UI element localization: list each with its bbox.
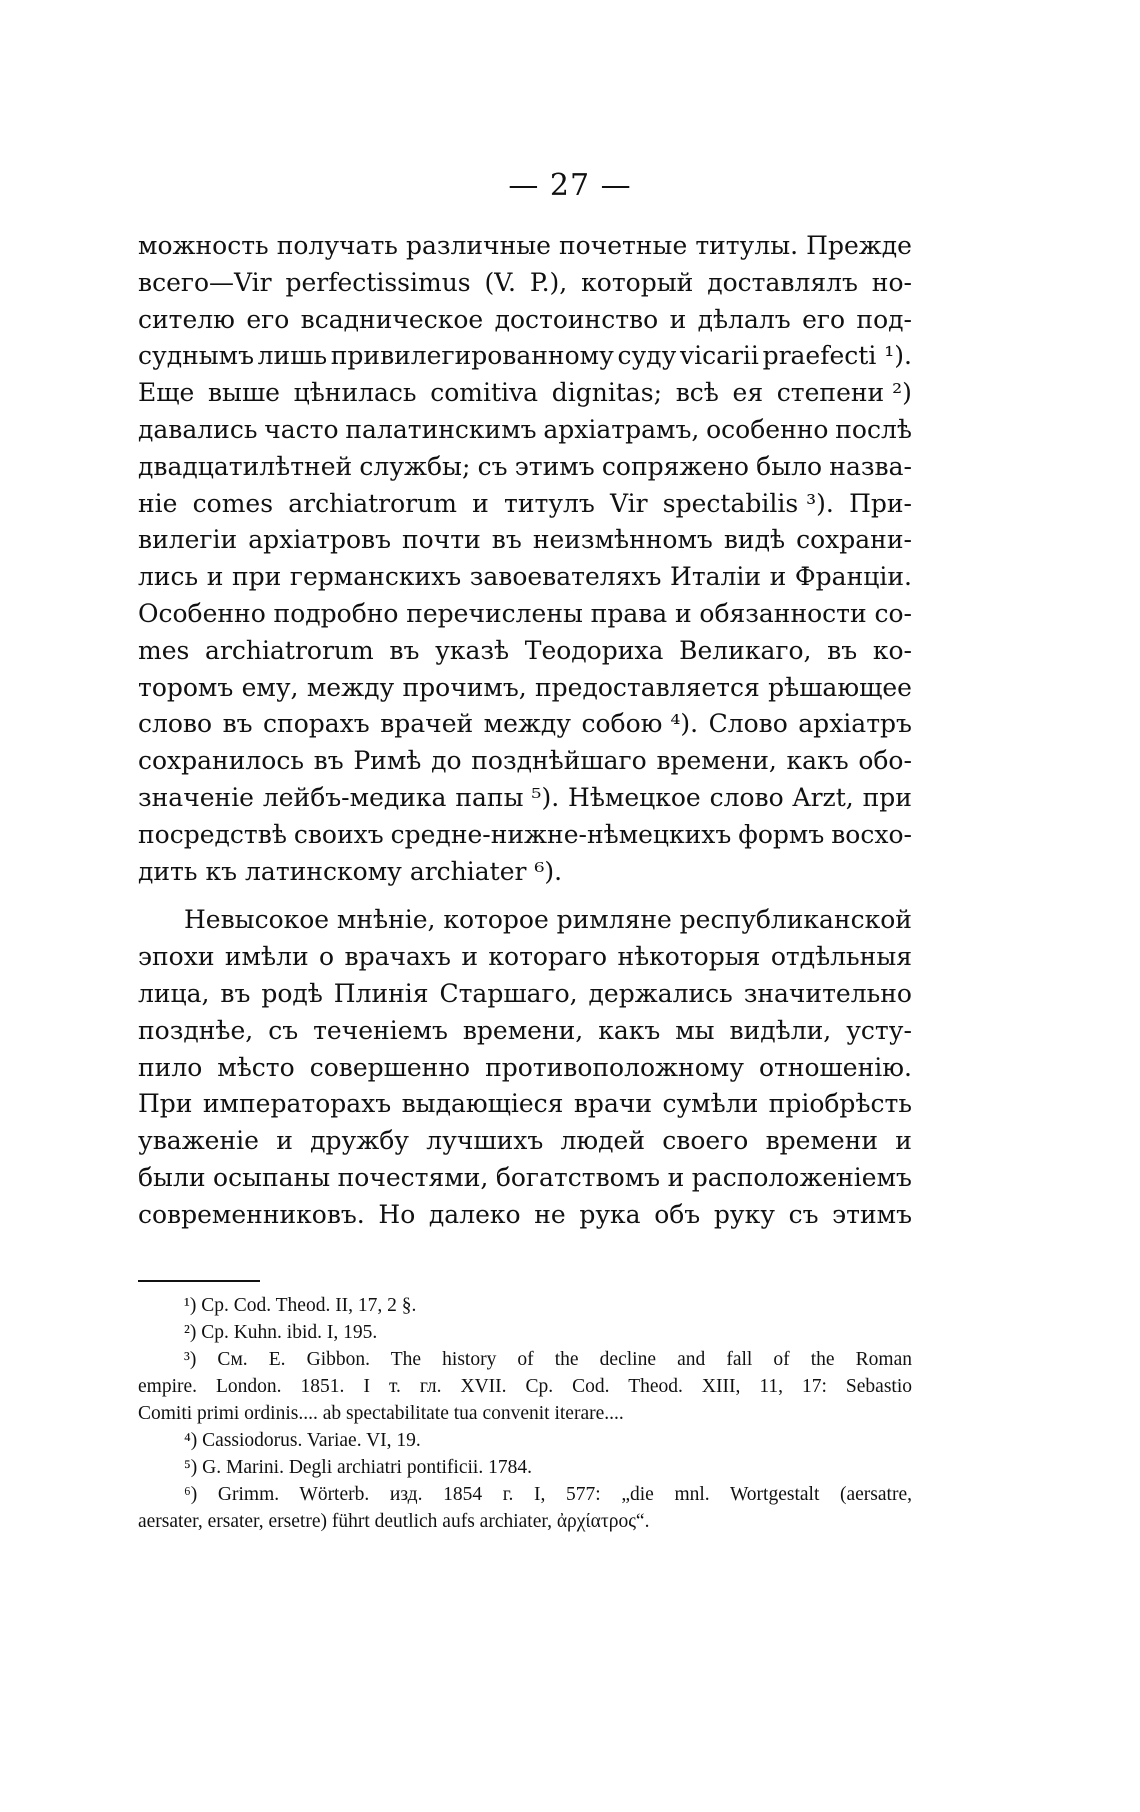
word: При <box>138 1089 193 1119</box>
word: лица, <box>138 978 210 1008</box>
text-line <box>138 743 912 780</box>
word: степени ²) <box>776 378 912 408</box>
word: предоставляется <box>535 672 760 702</box>
word: врачахъ <box>344 942 451 972</box>
word: сохрани- <box>796 525 912 555</box>
word: Нѣмецкое <box>568 782 701 812</box>
text-line <box>138 902 912 939</box>
word: восхо- <box>831 819 912 849</box>
word: республиканской <box>679 905 912 935</box>
word: указѣ <box>435 635 510 665</box>
word: съ <box>788 1199 819 1229</box>
text-line <box>138 522 912 559</box>
text-line <box>138 670 912 707</box>
word: прочимъ, <box>402 672 527 702</box>
word: archiatrorum <box>205 635 374 665</box>
word: перечислены <box>406 598 583 628</box>
word: съ <box>477 451 508 481</box>
word: этимъ <box>514 451 595 481</box>
word: держались <box>588 978 733 1008</box>
paragraph <box>138 228 912 890</box>
word: Теодориха <box>524 635 664 665</box>
word: лишь <box>257 341 328 371</box>
word: торомъ <box>138 672 234 702</box>
word: въ <box>491 525 522 555</box>
word: видѣли, <box>729 1015 832 1045</box>
word: имѣли <box>224 942 309 972</box>
footnote-line: ⁵) G. Marini. Degli archiatri pontificii. 1784. <box>184 1457 532 1478</box>
word: получать <box>276 231 398 260</box>
word: мѣсто <box>217 1052 295 1082</box>
text-line <box>138 449 912 486</box>
footnote-line: Comiti primi ordinis.... ab spectabilitate tua convenit iterare.... <box>138 1403 624 1424</box>
word: этимъ <box>832 1199 912 1229</box>
text-line <box>138 338 912 375</box>
body-text <box>138 228 912 1234</box>
word: co- <box>874 598 912 628</box>
word: почти <box>402 525 481 555</box>
word: завоевателяхъ <box>469 562 662 592</box>
word: его <box>802 304 846 334</box>
word: достоинство <box>494 304 659 334</box>
word: и <box>674 598 692 628</box>
word: comes <box>192 488 274 518</box>
word: палатинскимъ <box>345 414 537 444</box>
word: архіатръ <box>798 709 912 739</box>
word: дѣлалъ <box>697 304 791 334</box>
word: отдѣльныя <box>770 942 912 972</box>
word: Еще <box>138 378 195 408</box>
word: archiatrorum <box>288 488 457 518</box>
word: германскихъ <box>289 562 462 592</box>
word: съ <box>268 1015 299 1045</box>
paragraph-gap <box>138 890 912 902</box>
word: сопряжено <box>601 451 749 481</box>
word: въ <box>827 635 858 665</box>
paragraph <box>138 902 912 1233</box>
word: рѣшающее <box>768 672 912 702</box>
word: формъ <box>738 819 825 849</box>
word: mes <box>138 635 190 665</box>
word: права <box>590 598 668 628</box>
word: почестями, <box>337 1162 489 1192</box>
word: comitiva <box>430 378 539 408</box>
word: лучшихъ <box>426 1126 544 1156</box>
word: Плинія <box>333 978 429 1008</box>
footnote-line: ¹) Cp. Cod. Theod. II, 17, 2 §. <box>184 1295 417 1316</box>
word: врачей <box>380 709 474 739</box>
word: въ <box>220 978 251 1008</box>
word: сителю <box>138 304 235 334</box>
word: двадцатилѣтней <box>138 451 353 481</box>
word: богатствомъ <box>495 1162 661 1192</box>
word: и <box>461 942 478 972</box>
word: обязанности <box>699 598 867 628</box>
word: вилегіи <box>138 525 238 555</box>
footnote <box>138 1292 912 1319</box>
word: въ <box>222 709 253 739</box>
word: назва- <box>829 451 912 481</box>
footnote-line: aersater, ersater, ersetre) führt deutlich aufs archiater, ἀρχίατρος“. <box>138 1511 650 1532</box>
word: родѣ <box>261 978 323 1008</box>
word: archiater ⁶). <box>409 856 563 886</box>
word: praefecti ¹). <box>762 341 912 371</box>
word: мы <box>675 1015 715 1045</box>
word: и <box>667 1162 685 1192</box>
word: своего <box>662 1126 749 1156</box>
word: почетные <box>559 231 688 260</box>
word: цѣнилась <box>293 378 417 408</box>
footnote <box>138 1319 912 1346</box>
text-line <box>138 302 912 339</box>
footnote-line: ⁶) Grimm. Wörterb. изд. 1854 г. I, 577: „die mnl. Wortgestalt (aersatre, <box>184 1484 912 1505</box>
page-number: — 27 — <box>508 168 632 203</box>
text-line <box>138 1197 912 1234</box>
text-line <box>138 559 912 596</box>
word: слово <box>138 709 213 739</box>
word: позднѣе, <box>138 1015 254 1045</box>
footnote-line: ⁴) Cassiodorus. Variae. VI, 19. <box>184 1430 421 1451</box>
word: Но <box>378 1199 416 1229</box>
word: какъ <box>598 1015 661 1045</box>
word: лись <box>138 562 199 592</box>
text-line <box>138 1123 912 1160</box>
word: видѣ <box>723 525 786 555</box>
word: но- <box>871 267 912 297</box>
word: Римѣ <box>353 746 422 776</box>
text-line <box>138 228 912 265</box>
footnotes <box>138 1292 912 1535</box>
word: врачи <box>573 1089 653 1119</box>
text-line <box>138 486 912 523</box>
word: спорахъ <box>263 709 370 739</box>
footnote <box>138 1346 912 1427</box>
word: и <box>276 1126 293 1156</box>
word: выше <box>207 378 280 408</box>
word: времени, <box>656 746 777 776</box>
footnote <box>138 1454 912 1481</box>
word: уваженіе <box>138 1126 259 1156</box>
word: выдающіеся <box>401 1089 564 1119</box>
word: лейбъ-медика <box>262 782 447 812</box>
text-line <box>138 1050 912 1087</box>
word: рука <box>579 1199 641 1229</box>
word: dignitas; <box>551 378 663 408</box>
word: и <box>206 562 224 592</box>
word: суду <box>617 341 677 371</box>
word: римляне <box>556 905 672 935</box>
text-line <box>138 596 912 633</box>
word: всадническое <box>300 304 484 334</box>
word: въ <box>313 746 344 776</box>
word: ему, <box>241 672 299 702</box>
word: и <box>669 304 687 334</box>
word: можность <box>138 231 269 260</box>
text-line <box>138 706 912 743</box>
word: руку <box>713 1199 775 1229</box>
text-line <box>138 1086 912 1123</box>
word: послѣ <box>835 414 912 444</box>
word: между <box>483 709 571 739</box>
word: эпохи <box>138 942 215 972</box>
text-line <box>138 265 912 302</box>
word: теченіемъ <box>313 1015 448 1045</box>
word: противоположному <box>485 1052 744 1082</box>
footnote-separator <box>138 1280 260 1282</box>
word: титулъ <box>504 488 595 518</box>
text-line <box>138 412 912 449</box>
word: осыпаны <box>213 1162 331 1192</box>
word: всѣ <box>675 378 719 408</box>
word: совершенно <box>309 1052 471 1082</box>
word: пріобрѣсть <box>768 1089 912 1119</box>
word: титулы. <box>695 231 799 260</box>
word: которое <box>443 905 549 935</box>
word: какъ <box>786 746 849 776</box>
word: далеко <box>428 1199 521 1229</box>
footnote <box>138 1481 912 1535</box>
word: неизмѣнномъ <box>532 525 713 555</box>
word: Италіи <box>670 562 762 592</box>
word: Прежде <box>806 231 912 260</box>
word: его <box>246 304 290 334</box>
word: слово <box>709 782 784 812</box>
word: всего—Vir <box>138 267 272 297</box>
word: (V. <box>484 267 516 297</box>
word: Arzt, <box>792 782 854 812</box>
word: императорахъ <box>202 1089 392 1119</box>
word: который <box>581 267 694 297</box>
word: spectabilis ³). <box>662 488 834 518</box>
word: ніе <box>138 488 178 518</box>
word: особенно <box>706 414 829 444</box>
word: Старшаго, <box>439 978 578 1008</box>
word: своихъ <box>293 819 384 849</box>
word: дружбу <box>310 1126 409 1156</box>
text-line <box>138 939 912 976</box>
word: къ <box>205 856 238 886</box>
footnote-line: ³) См. E. Gibbon. The history of the decline and fall of the Roman <box>184 1349 912 1370</box>
word: подробно <box>273 598 399 628</box>
word: средне-нижне-нѣмецкихъ <box>390 819 732 849</box>
word: Невысокое <box>184 905 330 935</box>
word: Слово <box>708 709 788 739</box>
word: под- <box>856 304 912 334</box>
word: не <box>534 1199 566 1229</box>
word: собою ⁴). <box>581 709 699 739</box>
word: дить <box>138 856 198 886</box>
word: сохранилось <box>138 746 304 776</box>
word: обо- <box>858 746 912 776</box>
word: perfectissimus <box>285 267 471 297</box>
footnote-line: ²) Cp. Kuhn. ibid. I, 195. <box>184 1322 378 1343</box>
text-line <box>138 1013 912 1050</box>
word: Великаго, <box>679 635 812 665</box>
word: о <box>319 942 335 972</box>
word: и <box>472 488 489 518</box>
word: пило <box>138 1052 203 1082</box>
word: ея <box>732 378 764 408</box>
word: Vir <box>610 488 648 518</box>
word: службы; <box>359 451 471 481</box>
word: и <box>895 1126 912 1156</box>
word: латинскому <box>245 856 402 886</box>
word: до <box>431 746 462 776</box>
word: между <box>306 672 395 702</box>
word: архіатрамъ, <box>543 414 700 444</box>
word: людей <box>560 1126 646 1156</box>
word: позднѣйшаго <box>471 746 647 776</box>
word: P.), <box>529 267 568 297</box>
word: и <box>769 562 787 592</box>
word: архіатровъ <box>248 525 391 555</box>
word: котораго <box>488 942 608 972</box>
word: Франціи. <box>794 562 912 592</box>
text-line <box>138 854 912 891</box>
text-line <box>138 1160 912 1197</box>
word: были <box>138 1162 206 1192</box>
word: мнѣніе, <box>336 905 436 935</box>
word: значеніе <box>138 782 254 812</box>
word: въ <box>389 635 420 665</box>
word: времени <box>765 1126 879 1156</box>
word: времени, <box>462 1015 584 1045</box>
text-line <box>138 817 912 854</box>
word: Особенно <box>138 598 266 628</box>
text-line <box>138 633 912 670</box>
text-line <box>138 976 912 1013</box>
word: нѣкоторыя <box>617 942 761 972</box>
text-line <box>138 375 912 412</box>
word: отношенію. <box>758 1052 912 1082</box>
word: сумѣли <box>662 1089 759 1119</box>
word: значительно <box>743 978 912 1008</box>
word: При- <box>849 488 912 518</box>
word: давались <box>138 414 258 444</box>
word: при <box>231 562 282 592</box>
word: современниковъ. <box>138 1199 365 1229</box>
word: часто <box>264 414 339 444</box>
text-line <box>138 780 912 817</box>
word: посредствѣ <box>138 819 287 849</box>
word: при <box>862 782 912 812</box>
word: различные <box>405 231 551 260</box>
footnote <box>138 1427 912 1454</box>
word: привилегированному <box>330 341 614 371</box>
word: доставлялъ <box>707 267 858 297</box>
word: было <box>756 451 823 481</box>
word: суднымъ <box>138 341 255 371</box>
footnote-line: empire. London. 1851. I т. гл. XVII. Cp. Cod. Theod. XIII, 11, 17: Sebastio <box>138 1376 912 1397</box>
word: расположеніемъ <box>691 1162 912 1192</box>
word: объ <box>654 1199 701 1229</box>
word: папы ⁵). <box>455 782 560 812</box>
word: vicarii <box>679 341 759 371</box>
word: усту- <box>846 1015 912 1045</box>
word: ко- <box>872 635 912 665</box>
